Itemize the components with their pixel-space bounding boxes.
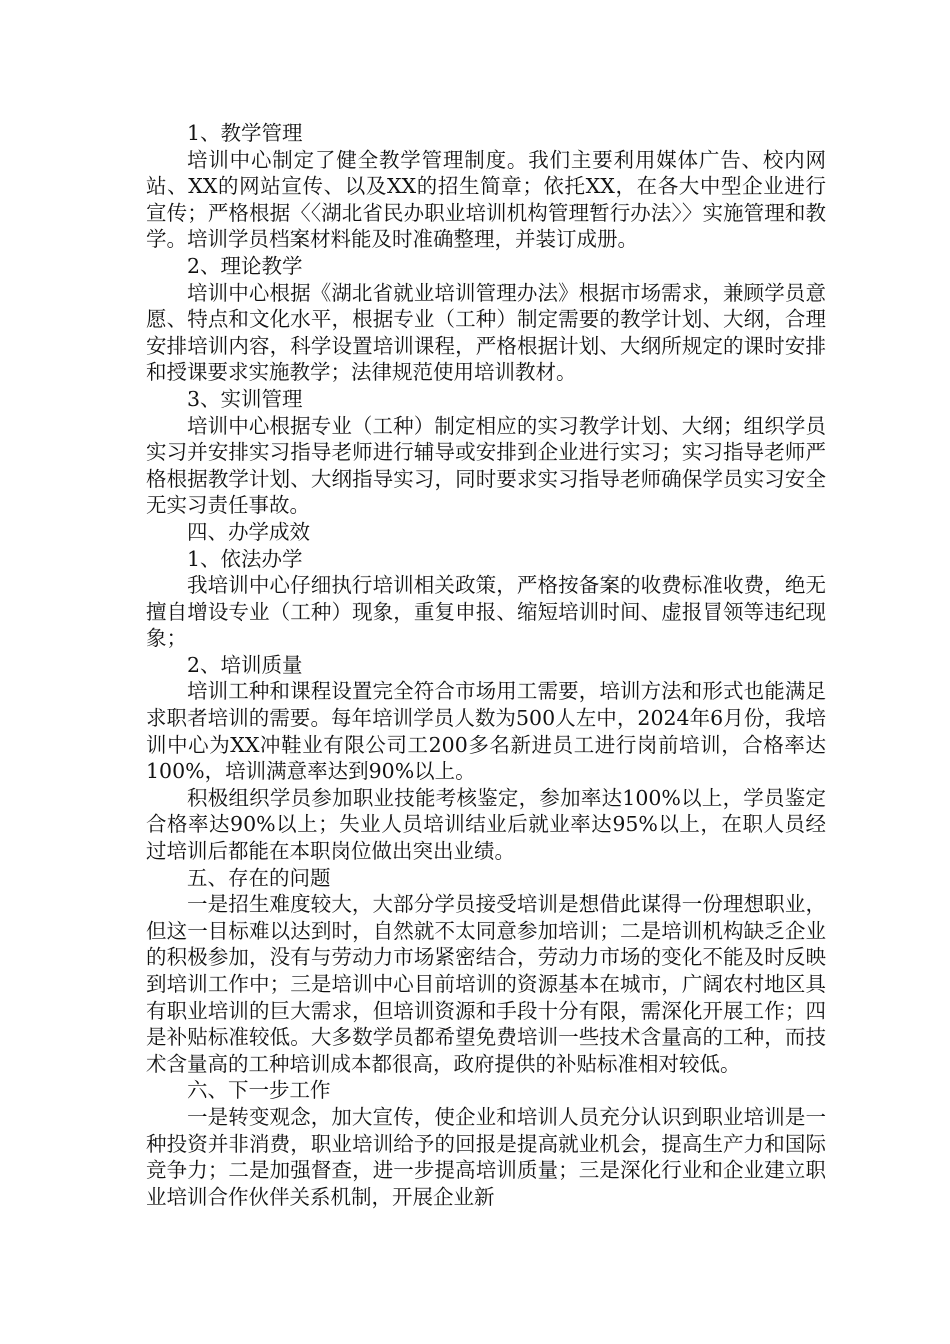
document-page <box>146 120 826 1210</box>
section-heading-lawful-operation: 1、依法办学 <box>187 546 303 571</box>
paragraph-skill-assessment: 积极组织学员参加职业技能考核鉴定，参加率达100%以上，学员鉴定合格率达90%以上；失业人员培训结业后就业率达95%以上，在职人员经过培训后都能在本职岗位做出突出业绩。 <box>146 785 826 864</box>
section-heading-practical-training: 3、实训管理 <box>187 386 303 411</box>
section-heading-theory-teaching: 2、理论教学 <box>187 253 303 278</box>
paragraph-teaching-management: 培训中心制定了健全教学管理制度。我们主要利用媒体广告、校内网站、XX的网站宣传、以及XX的招生简章；依托XX，在各大中型企业进行宣传；严格根据〈〈湖北省民办职业培训机构管理暂行办法〉〉实施管理和教学。培训学员档案材料能及时准确整理，并装订成册。 <box>146 147 826 252</box>
section-heading-next-steps: 六、下一步工作 <box>187 1078 331 1103</box>
paragraph-existing-problems: 一是招生难度较大，大部分学员接受培训是想借此谋得一份理想职业，但这一目标难以达到时，自然就不太同意参加培训；二是培训机构缺乏企业的积极参加，没有与劳动力市场紧密结合，劳动力市场的变化不能及时反映到培训工作中；三是培训中心目前培训的资源基本在城市，广阔农村地区具有职业培训的巨大需求，但培训资源和手段十分有限，需深化开展工作；四是补贴标准较低。大多数学员都希望免费培训一些技术含量高的工种，而技术含量高的工种培训成本都很高，政府提供的补贴标准相对较低。 <box>146 892 826 1076</box>
section-heading-existing-problems: 五、存在的问题 <box>187 865 331 890</box>
paragraph-training-quality: 培训工种和课程设置完全符合市场用工需要，培训方法和形式也能满足求职者培训的需要。每年培训学员人数为500人左中，2024年6月份，我培训中心为XX冲鞋业有限公司工200多名新进员工进行岗前培训，合格率达100%，培训满意率达到90%以上。 <box>146 679 826 784</box>
paragraph-theory-teaching: 培训中心根据《湖北省就业培训管理办法》根据市场需求，兼顾学员意愿、特点和文化水平，根据专业（工种）制定需要的教学计划、大纲，合理安排培训内容，科学设置培训课程，严格根据计划、大纲所规定的课时安排和授课要求实施教学；法律规范使用培训教材。 <box>146 280 826 385</box>
section-heading-results: 四、办学成效 <box>187 519 310 544</box>
paragraph-practical-training: 培训中心根据专业（工种）制定相应的实习教学计划、大纲；组织学员实习并安排实习指导老师进行辅导或安排到企业进行实习；实习指导老师严格根据教学计划、大纲指导实习，同时要求实习指导老师确保学员实习安全无实习责任事故。 <box>146 413 826 518</box>
paragraph-lawful-operation: 我培训中心仔细执行培训相关政策，严格按备案的收费标准收费，绝无擅自增设专业（工种）现象，重复申报、缩短培训时间、虚报冒领等违纪现象； <box>146 573 826 651</box>
section-heading-teaching-management: 1、教学管理 <box>187 121 303 145</box>
paragraph-next-steps: 一是转变观念，加大宣传，使企业和培训人员充分认识到职业培训是一种投资并非消费，职业培训给予的回报是提高就业机会，提高生产力和国际竞争力；二是加强督查，进一步提高培训质量；三是深化行业和企业建立职业培训合作伙伴关系机制，开展企业新 <box>146 1104 826 1209</box>
section-heading-training-quality: 2、培训质量 <box>187 652 303 677</box>
